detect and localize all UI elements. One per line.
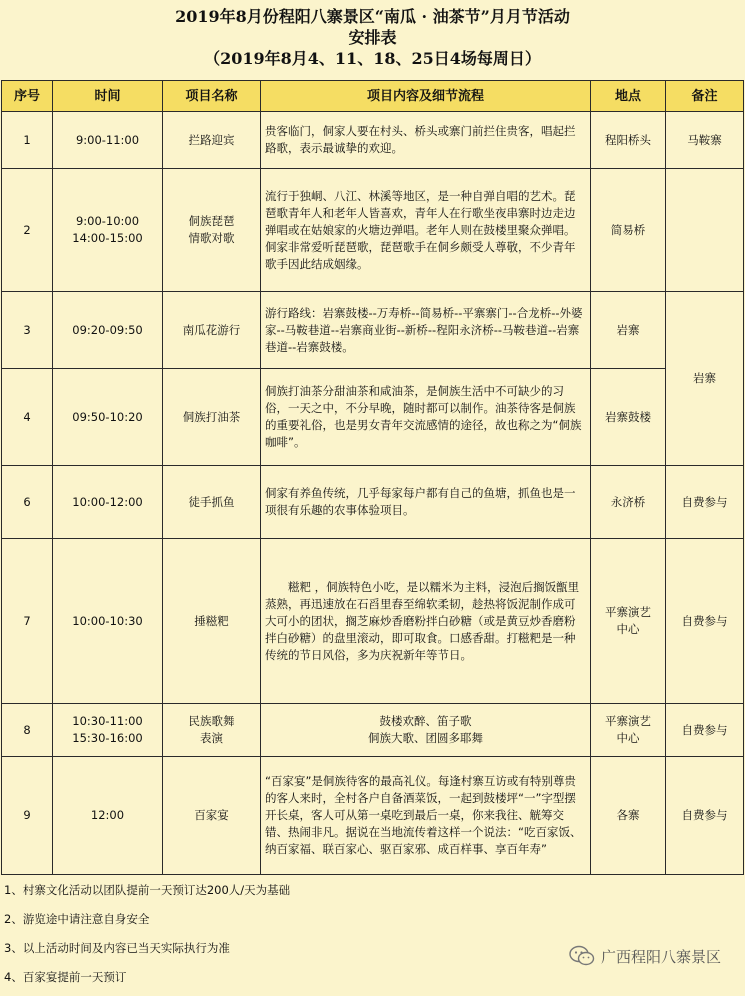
row-place: 各寨 bbox=[591, 757, 666, 875]
schedule-table bbox=[1, 80, 744, 875]
title-line-3: （2019年8月4、11、18、25日4场每周日） bbox=[204, 49, 541, 68]
row-content: 侗族打油茶分甜油茶和咸油茶，是侗族生活中不可缺少的习俗，一天之中，不分早晚，随时都可以制作。油茶待客是侗族的重要礼俗，也是男女青年交流感情的途径，故也称之为“侗族咖啡”。 bbox=[261, 369, 591, 466]
row-time: 10:00-10:30 bbox=[53, 539, 163, 704]
row-seq: 6 bbox=[2, 466, 53, 539]
row-place: 平寨演艺 中心 bbox=[591, 704, 666, 757]
table-row bbox=[2, 466, 744, 539]
row-content: 糍粑 ，侗族特色小吃，是以糯米为主料，浸泡后搁饭甑里蒸熟，再迅速放在石舀里舂至绵软柔韧，趁热将饭泥制作成可大可小的团状，搁芝麻炒香磨粉拌白砂糖（或是黄豆炒香磨粉拌白砂糖）的盘里滚动，即可取食。口感香甜。打糍粑是一种传统的节日风俗，多为庆祝新年等节日。 bbox=[261, 539, 591, 704]
row-content: 贵客临门，侗家人要在村头、桥头或寨门前拦住贵客，唱起拦路歌，表示最诚挚的欢迎。 bbox=[261, 112, 591, 169]
row-name: 侗族打油茶 bbox=[163, 369, 261, 466]
header-remark: 备注 bbox=[666, 81, 744, 112]
row-content: “百家宴”是侗族待客的最高礼仪。每逢村寨互访或有特别尊贵的客人来时，全村各户自备酒菜饭，一起到鼓楼坪“一”字型摆开长桌，客人可从第一桌吃到最后一桌，你来我往、觥筹交错、热闹非凡。据说在当地流传着这样一个说法：“吃百家饭、纳百家福、联百家心、驱百家邪、成百样事、享百年寿” bbox=[261, 757, 591, 875]
row-name: 捶糍粑 bbox=[163, 539, 261, 704]
row-remark: 自费参与 bbox=[666, 466, 744, 539]
header-place: 地点 bbox=[591, 81, 666, 112]
header-seq: 序号 bbox=[2, 81, 53, 112]
header-name: 项目名称 bbox=[163, 81, 261, 112]
row-seq: 7 bbox=[2, 539, 53, 704]
row-remark: 岩寨 bbox=[666, 292, 744, 466]
row-name: 民族歌舞 表演 bbox=[163, 704, 261, 757]
notes-section bbox=[4, 880, 290, 996]
row-time: 9:00-11:00 bbox=[53, 112, 163, 169]
watermark-text: 广西程阳八寨景区 bbox=[600, 947, 721, 966]
note-item: 1、村寨文化活动以团队提前一天预订达200人/天为基础 bbox=[4, 883, 291, 897]
wechat-icon bbox=[569, 945, 595, 967]
row-time: 12:00 bbox=[53, 757, 163, 875]
row-remark: 马鞍寨 bbox=[666, 112, 744, 169]
row-seq: 3 bbox=[2, 292, 53, 369]
title-line-2: 安排表 bbox=[348, 28, 397, 47]
row-name: 徒手抓鱼 bbox=[163, 466, 261, 539]
table-row bbox=[2, 292, 744, 369]
row-place: 岩寨鼓楼 bbox=[591, 369, 666, 466]
table-row bbox=[2, 169, 744, 292]
table-row bbox=[2, 539, 744, 704]
row-content: 流行于独峒、八江、林溪等地区，是一种自弹自唱的艺术。琵琶歌青年人和老年人皆喜欢，青年人在行歌坐夜串寨时边走边弹唱或在姑娘家的火塘边弹唱。老年人则在鼓楼里聚众弹唱。侗家非常爱听琵琶歌，琵琶歌手在侗乡颇受人尊敬，不少青年歌手因此结成姻缘。 bbox=[261, 169, 591, 292]
row-place: 岩寨 bbox=[591, 292, 666, 369]
row-time: 9:00-10:00 14:00-15:00 bbox=[53, 169, 163, 292]
row-content: 鼓楼欢醉、笛子歌 侗族大歌、团圆多耶舞 bbox=[261, 704, 591, 757]
row-place: 永济桥 bbox=[591, 466, 666, 539]
row-place: 程阳桥头 bbox=[591, 112, 666, 169]
row-time: 10:00-12:00 bbox=[53, 466, 163, 539]
table-header-row bbox=[2, 81, 744, 112]
note-item: 3、以上活动时间及内容已当天实际执行为准 bbox=[4, 941, 230, 955]
row-content: 侗家有养鱼传统，几乎每家每户都有自己的鱼塘，抓鱼也是一项很有乐趣的农事体验项目。 bbox=[261, 466, 591, 539]
watermark bbox=[569, 945, 721, 967]
row-content: 游行路线：岩寨鼓楼--万寿桥--简易桥--平寨寨门--合龙桥--外婆家--马鞍巷道--岩寨商业街--新桥--程阳永济桥--马鞍巷道--岩寨巷道--岩寨鼓楼。 bbox=[261, 292, 591, 369]
row-seq: 1 bbox=[2, 112, 53, 169]
document-title bbox=[0, 0, 745, 77]
row-time: 10:30-11:00 15:30-16:00 bbox=[53, 704, 163, 757]
row-seq: 4 bbox=[2, 369, 53, 466]
row-place: 简易桥 bbox=[591, 169, 666, 292]
row-name: 百家宴 bbox=[163, 757, 261, 875]
note-item: 4、百家宴提前一天预订 bbox=[4, 970, 127, 984]
table-row bbox=[2, 369, 744, 466]
header-content: 项目内容及细节流程 bbox=[261, 81, 591, 112]
row-remark: 自费参与 bbox=[666, 757, 744, 875]
title-line-1: 2019年8月份程阳八寨景区“南瓜 · 油茶节”月月节活动 bbox=[175, 7, 570, 26]
row-name: 侗族琵琶 情歌对歌 bbox=[163, 169, 261, 292]
header-time: 时间 bbox=[53, 81, 163, 112]
note-item: 2、游览途中请注意自身安全 bbox=[4, 912, 150, 926]
table-row bbox=[2, 112, 744, 169]
row-name: 南瓜花游行 bbox=[163, 292, 261, 369]
row-time: 09:20-09:50 bbox=[53, 292, 163, 369]
row-remark bbox=[666, 169, 744, 292]
row-time: 09:50-10:20 bbox=[53, 369, 163, 466]
row-seq: 8 bbox=[2, 704, 53, 757]
row-seq: 2 bbox=[2, 169, 53, 292]
table-row bbox=[2, 704, 744, 757]
row-name: 拦路迎宾 bbox=[163, 112, 261, 169]
table-row bbox=[2, 757, 744, 875]
row-seq: 9 bbox=[2, 757, 53, 875]
row-remark: 自费参与 bbox=[666, 539, 744, 704]
row-place: 平寨演艺 中心 bbox=[591, 539, 666, 704]
row-remark: 自费参与 bbox=[666, 704, 744, 757]
